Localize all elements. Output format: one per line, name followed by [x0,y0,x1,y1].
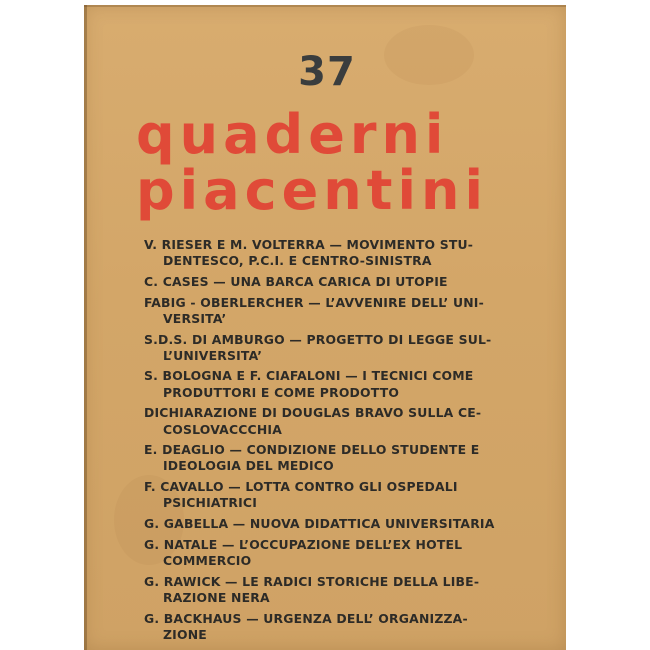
contents-entry [144,516,556,532]
contents-entry-line: G. NATALE — L’OCCUPAZIONE DELL’EX HOTEL [144,536,463,552]
journal-title [136,103,556,222]
contents-entry-line: S. BOLOGNA E F. CIAFALONI — I TECNICI COME [144,368,474,384]
journal-title-line-2: piacentini [136,159,488,222]
contents-entry [144,405,556,437]
issue-number: 37 [298,49,356,95]
contents-entry-continuation: L’UNIVERSITA’ [163,347,263,363]
contents-entry-continuation: DENTESCO, P.C.I. E CENTRO-SINISTRA [163,253,432,269]
contents-entry [144,237,556,269]
contents-entry-continuation: IDEOLOGIA DEL MEDICO [163,458,334,474]
contents-entry-line: E. DEAGLIO — CONDIZIONE DELLO STUDENTE E [144,442,480,458]
contents-entry-continuation: PRODUTTORI E COME PRODOTTO [163,384,400,400]
contents-entry-line: DICHIARAZIONE DI DOUGLAS BRAVO SULLA CE- [144,405,482,421]
contents-entry [144,574,556,606]
contents-entry-continuation: RAZIONE NERA [163,589,270,605]
contents-entry-continuation: PSICHIATRICI [163,495,258,511]
contents-entry-line: V. RIESER E M. VOLTERRA — MOVIMENTO STU- [144,237,474,252]
contents-entry [144,332,556,364]
contents-entry-continuation: VERSITA’ [163,310,227,326]
contents-entry-line: G. RAWICK — LE RADICI STORICHE DELLA LIBE- [144,573,480,589]
table-of-contents [144,237,556,647]
contents-entry-line: C. CASES — UNA BARCA CARICA DI UTOPIE [144,273,448,289]
contents-entry [144,274,556,290]
contents-entry [144,442,556,474]
magazine-cover [84,5,566,650]
contents-entry [144,611,556,643]
cover-top-edge [84,5,566,7]
contents-entry [144,537,556,569]
contents-entry [144,295,556,327]
contents-entry-line: F. CAVALLO — LOTTA CONTRO GLI OSPEDALI [144,479,458,495]
contents-entry-line: G. BACKHAUS — URGENZA DELL’ ORGANIZZA- [144,610,468,626]
contents-entry-line: S.D.S. DI AMBURGO — PROGETTO DI LEGGE SUL- [144,331,492,347]
contents-entry-continuation: COMMERCIO [163,552,252,568]
contents-entry-continuation: COSLOVACCCHIA [163,421,282,437]
contents-entry-line: FABIG - OBERLERCHER — L’AVVENIRE DELL’ UNI- [144,294,484,310]
journal-title-line-1: quaderni [136,103,449,166]
contents-entry [144,479,556,511]
contents-entry-continuation: ZIONE [163,626,207,642]
cover-left-edge [84,5,87,650]
contents-entry [144,368,556,400]
contents-entry-line: G. GABELLA — NUOVA DIDATTICA UNIVERSITARIA [144,516,495,532]
